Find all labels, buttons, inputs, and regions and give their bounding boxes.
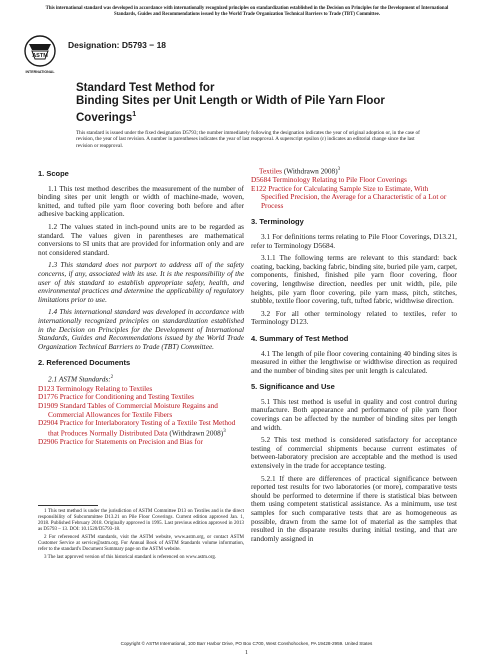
footnote-divider: [38, 505, 98, 506]
ref-title[interactable]: Standard Tables of Commercial Moisture Regains and Commercial Allowances for Textile Fibers: [48, 401, 218, 419]
title-line-1: Standard Test Method for: [76, 82, 215, 94]
section-heading-significance: 5. Significance and Use: [251, 382, 335, 392]
section-heading-terminology: 3. Terminology: [251, 217, 304, 227]
copyright-footer: Copyright © ASTM International, 100 Barr Harbor Drive, PO Box C700, West Conshohocken, PA 19428-2959. United States: [120, 641, 373, 646]
astm-logo-icon: [20, 34, 60, 76]
title-line-2: Binding Sites per Unit Length or Width of Pile Yarn Floor Coverings$^1$: [76, 95, 385, 124]
refs-intro: 2.1 ASTM Standards:$^2$: [48, 374, 114, 384]
ref-status: (Withdrawn 2008): [169, 428, 224, 438]
para-3-1-1: 3.1.1 The following terms are relevant to this standard: back coating, backing, backing fabric, binding site, buried pile yarn, carpet, components, finished, finished pile yarn floor covering, floor covering, lengthwise direction, needles per unit width, pile, pile heights, pile yarn floor covering, pile yarn mass, pitch, stitches, stubble, textile floor covering, tuft, tufted fabric, widthwise direction.: [251, 253, 457, 306]
designation: Designation: D5793 − 18: [68, 40, 167, 50]
para-1-2: 1.2 The values stated in inch-pound units are to be regarded as standard. The values given in parentheses are mathematical conversions to SI units that are provided for information only and are not considered standard.: [38, 221, 244, 257]
ref-footnote-mark: 3: [337, 167, 341, 172]
footnote-2: 2 For referenced ASTM standards, visit the ASTM website, www.astm.org, or contact ASTM Customer Service at service@astm.org. For Annual Book of ASTM Standards volume information, refer to the standard's Document Summary page on the ASTM website.: [38, 535, 244, 552]
ref-item[interactable]: [38, 402, 244, 419]
ref-title[interactable]: Terminology Relating to Pile Floor Coverings: [272, 175, 407, 185]
svg-text:INTERNATIONAL: INTERNATIONAL: [25, 70, 55, 74]
ref-item[interactable]: [38, 438, 244, 447]
tbt-notice: This international standard was developed in accordance with internationally recognized principles on standardization established in the Decision on Principles for the Development of International Standards, Guides and Recommendations issued by the World Trade Organization Technical Barriers to Trade (TBT) Committee.: [45, 6, 449, 17]
right-column: [251, 166, 457, 547]
ref-item[interactable]: [251, 185, 457, 211]
ref-code[interactable]: D123: [38, 383, 55, 393]
section-heading-referenced-documents: 2. Referenced Documents: [38, 358, 131, 368]
ref-title[interactable]: Practice for Calculating Sample Size to Estimate, With Specified Precision, the Average for a Characteristic of a Lot or Process: [261, 183, 447, 210]
section-heading-scope: 1. Scope: [38, 169, 69, 178]
footnote-3: 3 The last approved version of this historical standard is referenced on www.astm.org.: [44, 555, 217, 560]
para-4-1: 4.1 The length of pile floor covering containing 40 binding sites is measured in either the lengthwise or widthwise direction as required and the number of binding sites per unit length is calculated.: [251, 348, 457, 375]
ref-status: (Withdrawn 2008): [283, 166, 338, 176]
para-5-2-1: 5.2.1 If there are differences of practical significance between reported test results for two laboratories (or more), comparative tests should be performed to determine if there is statistical bias between them using competent statistical assistance. As a minimum, use test samples for such comparative tests that are as homogeneous as possible, drawn from the same lot of material as the samples that resulted in the disparate results during initial testing, and that are randomly assigned in: [251, 473, 457, 543]
ref-code[interactable]: D1909: [38, 401, 58, 411]
footnote-1: 1 This test method is under the jurisdiction of ASTM Committee D13 on Textiles and is the direct responsibility of Subcommittee D13.21 on Pile Floor Coverings. Current edition approved Jan. 1, 2018. Published February 2018. Originally approved in 1995. Last previous edition approved in 2013 as D5793 – 13. DOI: 10.1520/D5793-18.: [38, 509, 244, 532]
document-title: [76, 82, 436, 125]
para-1-4: 1.4 This international standard was developed in accordance with internationally recognized principles on standardization established in the Decision on Principles for the Development of International Standards, Guides and Recommendations issued by the World Trade Organization Technical Barriers to Trade (TBT) Committee.: [38, 307, 244, 351]
ref-code[interactable]: D5684: [251, 175, 271, 185]
ref-code[interactable]: D2906: [38, 436, 58, 446]
para-5-2: 5.2 This test method is considered satisfactory for acceptance testing of commercial shipments because current estimates of between-laboratory precision are acceptable and the method is used extensively in the trade for acceptance testing.: [251, 435, 457, 471]
para-1-1: 1.1 This test method describes the measurement of the number of binding sites per unit length or width of machine-made, woven, knitted, and tufted pile yarn floor covering both before and after adhesive backing application.: [38, 183, 244, 219]
page-number: 1: [245, 650, 248, 656]
ref-title[interactable]: Practice for Interlaboratory Testing of a Textile Test Method that Produces Normally Distributed Data: [48, 418, 236, 438]
para-3-1: 3.1 For definitions terms relating to Pile Floor Coverings, D13.21, refer to Terminology D5684.: [251, 231, 457, 250]
ref-title[interactable]: Textiles: [259, 166, 282, 176]
para-1-3: 1.3 This standard does not purport to address all of the safety concerns, if any, associated with its use. It is the responsibility of the user of this standard to establish appropriate safety, health, and environmental practices and determine the applicability of regulatory limitations prior to use.: [38, 260, 244, 304]
ref-code[interactable]: D2904: [38, 418, 58, 428]
ref-title[interactable]: Terminology Relating to Textiles: [55, 383, 153, 393]
ref-item[interactable]: [38, 419, 244, 438]
left-column: [38, 170, 244, 446]
ref-code[interactable]: E122: [251, 183, 267, 193]
section-heading-summary: 4. Summary of Test Method: [251, 333, 349, 343]
ref-footnote-mark: 3: [223, 428, 226, 434]
ref-title[interactable]: Practice for Conditioning and Testing Textiles: [59, 392, 194, 402]
footnotes: [38, 505, 244, 563]
para-5-1: 5.1 This test method is useful in quality and cost control during manufacture. Both appearance and performance of pile yarn floor coverings can be affected by the number of binding sites per length and width.: [251, 396, 457, 432]
para-3-2: 3.2 For all other terminology related to textiles, refer to Terminology D123.: [251, 308, 457, 327]
svg-text:ASTM: ASTM: [32, 53, 48, 59]
issued-note: This standard is issued under the fixed designation D5793; the number immediately following the designation indicates the year of original adoption or, in the case of revision, the year of last revision. A number in parentheses indicates the year of last reapproval. A superscript epsilon (ε) indicates an editorial change since the last revision or reapproval.: [76, 130, 420, 149]
ref-code[interactable]: D1776: [38, 392, 58, 402]
ref-title[interactable]: Practice for Statements on Precision and Bias for: [59, 436, 203, 446]
